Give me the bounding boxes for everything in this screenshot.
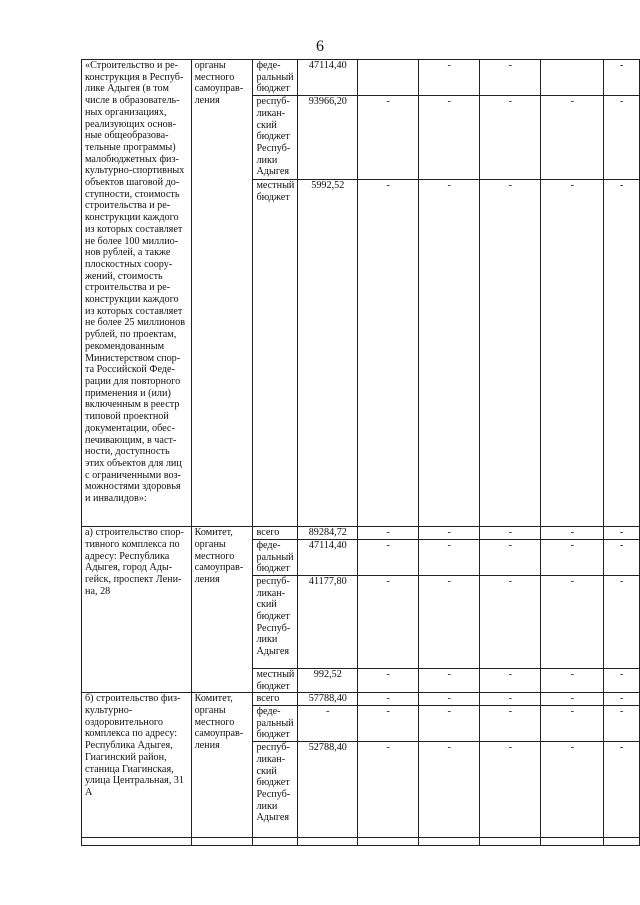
- year-value-cell: -: [480, 527, 541, 540]
- year-value-cell: -: [541, 527, 604, 540]
- year-value-cell: -: [541, 742, 604, 838]
- funding-source-cell: местный бюджет: [253, 180, 298, 527]
- executor-cell: Комитет, органы местного самоуправ- ления: [191, 527, 253, 693]
- year-value-cell: -: [419, 742, 480, 838]
- table-row: [82, 693, 640, 706]
- empty-cell: [82, 838, 192, 846]
- funding-source-cell: респуб- ликан- ский бюджет Респуб- лики Адыгея: [253, 575, 298, 668]
- year-value-cell: -: [480, 693, 541, 706]
- year-value-cell: -: [604, 60, 640, 96]
- year-value-cell: -: [358, 96, 419, 180]
- amount-cell: 89284,72: [298, 527, 358, 540]
- year-value-cell: -: [480, 742, 541, 838]
- funding-source-cell: респуб- ликан- ский бюджет Респуб- лики Адыгея: [253, 742, 298, 838]
- table-body: [82, 60, 640, 846]
- year-value-cell: -: [419, 706, 480, 742]
- empty-cell: [480, 838, 541, 846]
- amount-cell: 93966,20: [298, 96, 358, 180]
- year-value-cell: -: [419, 96, 480, 180]
- funding-source-cell: местный бюджет: [253, 668, 298, 692]
- year-value-cell: [358, 60, 419, 96]
- year-value-cell: -: [419, 668, 480, 692]
- year-value-cell: [541, 60, 604, 96]
- amount-cell: 992,52: [298, 668, 358, 692]
- budget-table: [81, 59, 640, 846]
- amount-cell: 41177,80: [298, 575, 358, 668]
- funding-source-cell: феде- ральный бюджет: [253, 706, 298, 742]
- empty-cell: [191, 838, 253, 846]
- year-value-cell: -: [358, 742, 419, 838]
- amount-cell: -: [298, 706, 358, 742]
- year-value-cell: -: [358, 180, 419, 527]
- amount-cell: 57788,40: [298, 693, 358, 706]
- empty-cell: [358, 838, 419, 846]
- year-value-cell: -: [358, 706, 419, 742]
- year-value-cell: -: [541, 180, 604, 527]
- executor-cell: органы местного самоуправ- ления: [191, 60, 253, 527]
- empty-cell: [298, 838, 358, 846]
- year-value-cell: -: [419, 575, 480, 668]
- empty-cell: [253, 838, 298, 846]
- year-value-cell: -: [419, 60, 480, 96]
- funding-source-cell: всего: [253, 693, 298, 706]
- year-value-cell: -: [604, 706, 640, 742]
- year-value-cell: -: [480, 575, 541, 668]
- year-value-cell: -: [541, 575, 604, 668]
- year-value-cell: -: [604, 180, 640, 527]
- amount-cell: 5992,52: [298, 180, 358, 527]
- table-row: [82, 527, 640, 540]
- funding-source-cell: феде- ральный бюджет: [253, 539, 298, 575]
- funding-source-cell: феде- ральный бюджет: [253, 60, 298, 96]
- year-value-cell: -: [541, 539, 604, 575]
- year-value-cell: -: [604, 575, 640, 668]
- year-value-cell: -: [604, 539, 640, 575]
- funding-source-cell: всего: [253, 527, 298, 540]
- empty-cell: [541, 838, 604, 846]
- empty-cell: [604, 838, 640, 846]
- measure-name-cell: б) строительство физ- культурно- оздоровительного комплекса по адресу: Республика Адыгея, Гиагинский район, станица Гиагинская, улица Центральная, 31 А: [82, 693, 192, 838]
- year-value-cell: -: [419, 180, 480, 527]
- table-row: [82, 60, 640, 96]
- year-value-cell: -: [358, 575, 419, 668]
- funding-source-cell: респуб- ликан- ский бюджет Респуб- лики Адыгея: [253, 96, 298, 180]
- year-value-cell: -: [480, 706, 541, 742]
- year-value-cell: -: [541, 668, 604, 692]
- year-value-cell: -: [480, 60, 541, 96]
- executor-cell: Комитет, органы местного самоуправ- ления: [191, 693, 253, 838]
- measure-name-cell: а) строительство спор- тивного комплекса по адресу: Республика Адыгея, город Ады- гейск, проспект Лени- на, 28: [82, 527, 192, 693]
- year-value-cell: -: [604, 693, 640, 706]
- year-value-cell: -: [358, 539, 419, 575]
- empty-cell: [419, 838, 480, 846]
- year-value-cell: -: [604, 668, 640, 692]
- year-value-cell: -: [541, 96, 604, 180]
- year-value-cell: -: [480, 180, 541, 527]
- page-number: 6: [316, 38, 324, 55]
- year-value-cell: -: [358, 668, 419, 692]
- empty-row: [82, 838, 640, 846]
- year-value-cell: -: [419, 527, 480, 540]
- year-value-cell: -: [604, 96, 640, 180]
- year-value-cell: -: [480, 539, 541, 575]
- year-value-cell: -: [541, 706, 604, 742]
- year-value-cell: -: [604, 742, 640, 838]
- year-value-cell: -: [358, 693, 419, 706]
- year-value-cell: -: [604, 527, 640, 540]
- year-value-cell: -: [541, 693, 604, 706]
- year-value-cell: -: [480, 96, 541, 180]
- measure-name-cell: «Строительство и ре- конструкция в Респуб- лике Адыгея (в том числе в образователь- ных организациях, реализующих основ- ные общеобразова- тельные программы) малобюджетных физ- культурно-спортивных объектов шаговой до- ступности, стоимость строительства и ре- конструкции каждого из которых составляет не более 100 миллио- нов рублей, а также плоскостных соору- жений, стоимость строительства и ре- конструкции каждого из которых составляет не более 25 миллионов рублей, по проектам, рекомендованным Министерством спор- та Российской Феде- рации для повторного применения и (или) включенным в реестр типовой проектной документации, обес- печивающим, в част- ности, доступность этих объектов для лиц с ограниченными воз- можностями здоровья и инвалидов»:: [82, 60, 192, 527]
- amount-cell: 52788,40: [298, 742, 358, 838]
- year-value-cell: -: [419, 693, 480, 706]
- year-value-cell: -: [358, 527, 419, 540]
- amount-cell: 47114,40: [298, 539, 358, 575]
- year-value-cell: -: [480, 668, 541, 692]
- year-value-cell: -: [419, 539, 480, 575]
- amount-cell: 47114,40: [298, 60, 358, 96]
